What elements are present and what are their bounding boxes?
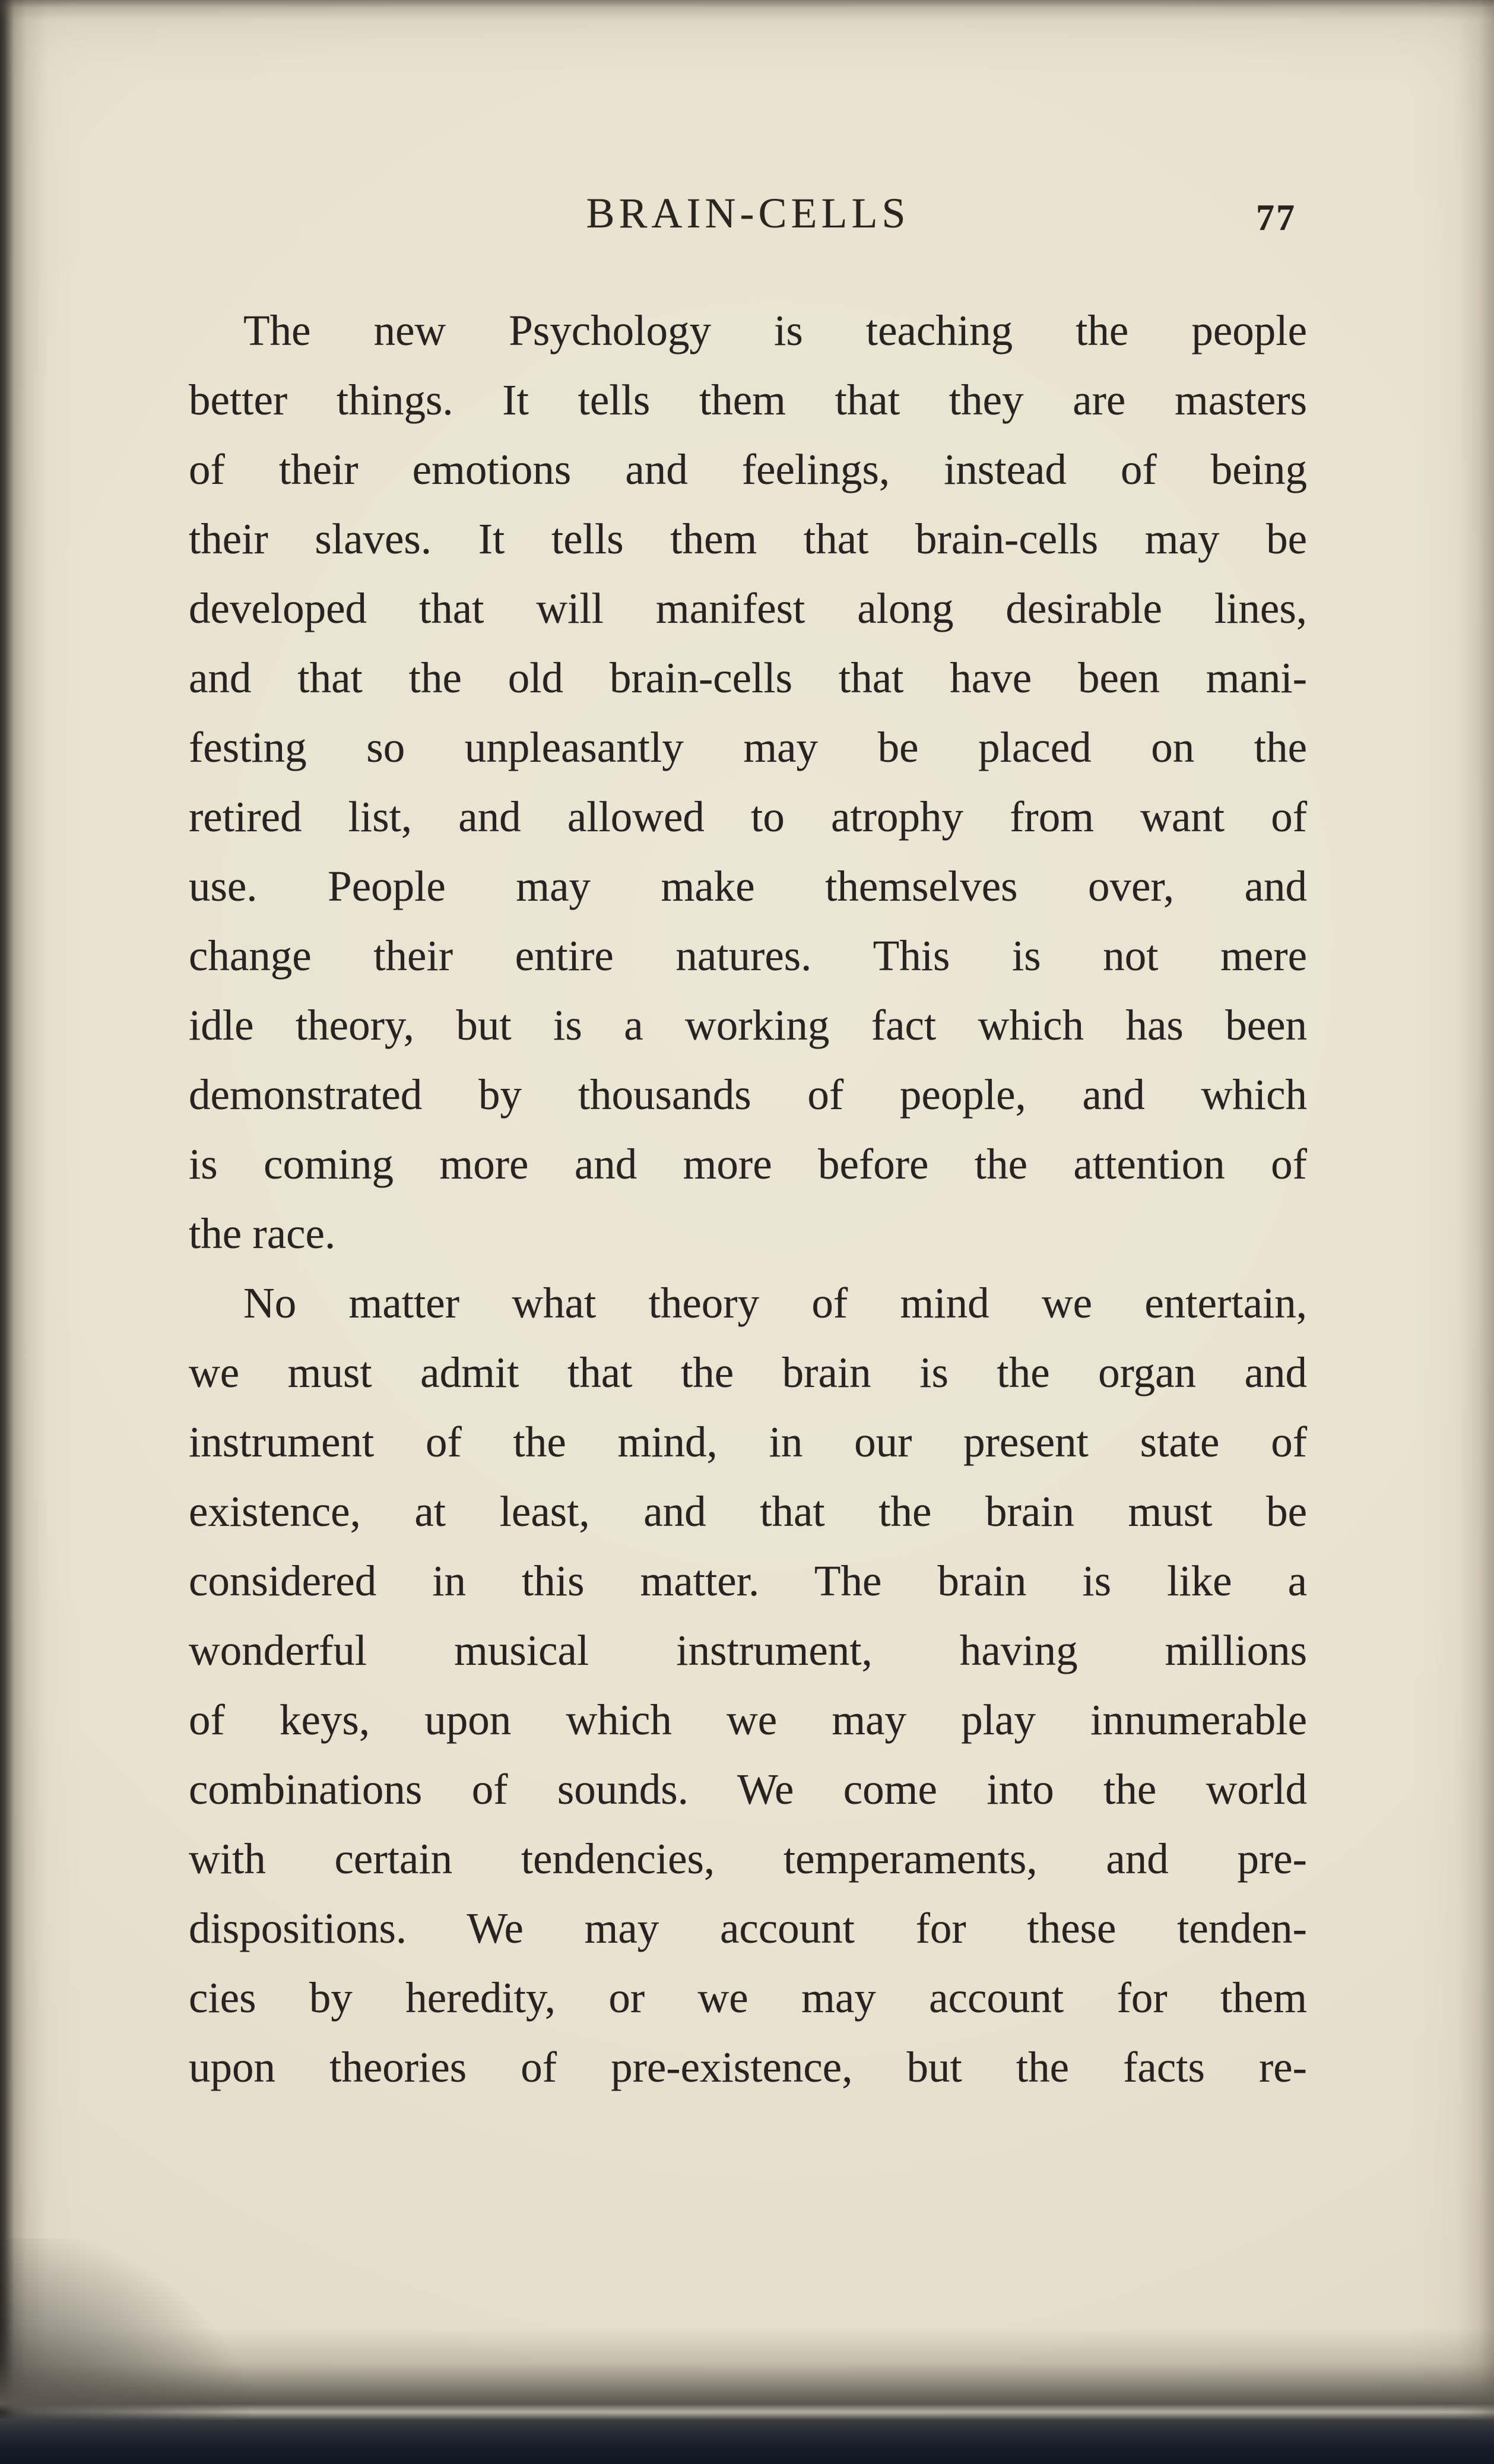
text-line: instrument of the mind, in our present state of <box>189 1418 1307 1466</box>
text-line: and that the old brain-cells that have been mani- <box>189 654 1307 702</box>
page-title: BRAIN-CELLS <box>586 189 910 237</box>
text-line: No matter what theory of mind we entertain, <box>243 1279 1307 1327</box>
text-line: better things. It tells them that they are masters <box>189 376 1307 424</box>
text-line: The new Psychology is teaching the people <box>243 306 1307 354</box>
scan-edge-bottom <box>0 2327 1494 2464</box>
text-line: we must admit that the brain is the organ and <box>189 1348 1307 1396</box>
page-header <box>189 189 1307 254</box>
text-line: dispositions. We may account for these tenden- <box>189 1904 1307 1952</box>
text-line: idle theory, but is a working fact which has been <box>189 1001 1307 1049</box>
text-line: upon theories of pre-existence, but the facts re- <box>189 2043 1307 2091</box>
text-line: retired list, and allowed to atrophy from want of <box>189 793 1307 841</box>
text-block <box>189 296 1307 2102</box>
text-line: of their emotions and feelings, instead of being <box>189 445 1307 493</box>
text-line: of keys, upon which we may play innumerable <box>189 1696 1307 1744</box>
paragraph <box>189 1268 1307 2102</box>
text-line: change their entire natures. This is not mere <box>189 932 1307 980</box>
text-line: their slaves. It tells them that brain-cells may be <box>189 515 1307 563</box>
text-line: wonderful musical instrument, having millions <box>189 1626 1307 1674</box>
text-line: developed that will manifest along desirable lines, <box>189 584 1307 632</box>
scan-edge-right <box>1458 0 1494 2464</box>
text-line: cies by heredity, or we may account for them <box>189 1974 1307 2022</box>
text-line: with certain tendencies, temperaments, and pre- <box>189 1835 1307 1883</box>
text-line: existence, at least, and that the brain must be <box>189 1487 1307 1535</box>
paragraph <box>189 296 1307 1268</box>
text-line: is coming more and more before the attention of <box>189 1140 1307 1188</box>
text-line: considered in this matter. The brain is like a <box>189 1557 1307 1605</box>
text-line: use. People may make themselves over, and <box>189 862 1307 910</box>
scan-edge-top <box>0 0 1494 20</box>
text-line: the race. <box>189 1209 336 1258</box>
text-line: demonstrated by thousands of people, and which <box>189 1071 1307 1119</box>
scan-edge-left <box>0 0 47 2464</box>
text-line: festing so unpleasantly may be placed on the <box>189 723 1307 771</box>
text-line: combinations of sounds. We come into the world <box>189 1765 1307 1813</box>
page-number: 77 <box>1256 198 1296 238</box>
